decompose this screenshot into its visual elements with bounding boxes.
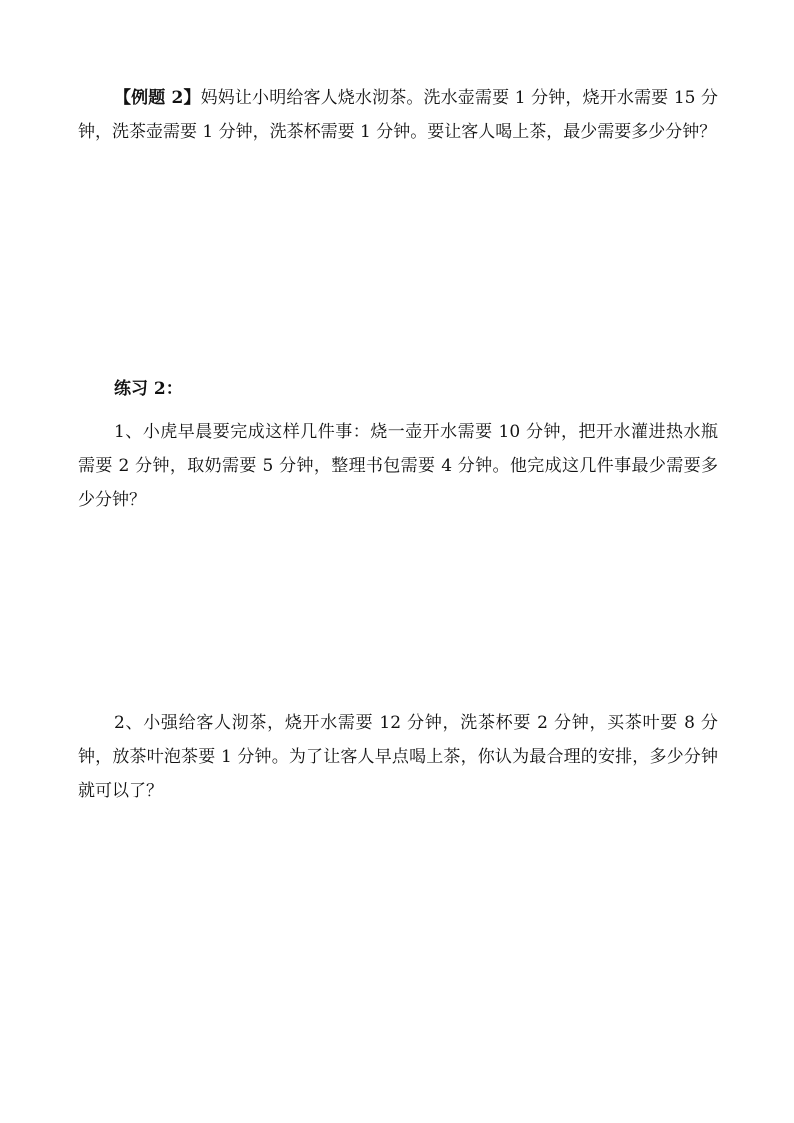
example-2-paragraph <box>78 81 718 149</box>
practice-title: 练习 2： <box>114 379 183 399</box>
practice-item-number: 2、 <box>114 713 144 733</box>
example-text: 妈妈让小明给客人烧水沏茶。洗水壶需要 1 分钟，烧开水需要 15 分钟，洗茶壶需要 1 分钟，洗茶杯需要 1 分钟。要让客人喝上茶，最少需要多少分钟？ <box>78 88 719 142</box>
practice-item-2 <box>78 706 718 808</box>
example-label: 【例题 2】 <box>114 88 201 108</box>
practice-item-1 <box>78 415 718 517</box>
practice-item-number: 1、 <box>114 422 143 442</box>
practice-item-text: 小虎早晨要完成这样几件事：烧一壶开水需要 10 分钟，把开水灌进热水瓶需要 2 分钟，取奶需要 5 分钟，整理书包需要 4 分钟。他完成这几件事最少需要多少分钟？ <box>78 422 718 510</box>
practice-item-text: 小强给客人沏茶，烧开水需要 12 分钟，洗茶杯要 2 分钟，买茶叶要 8 分钟，放茶叶泡茶要 1 分钟。为了让客人早点喝上茶，你认为最合理的安排，多少分钟就可以了？ <box>78 713 718 801</box>
